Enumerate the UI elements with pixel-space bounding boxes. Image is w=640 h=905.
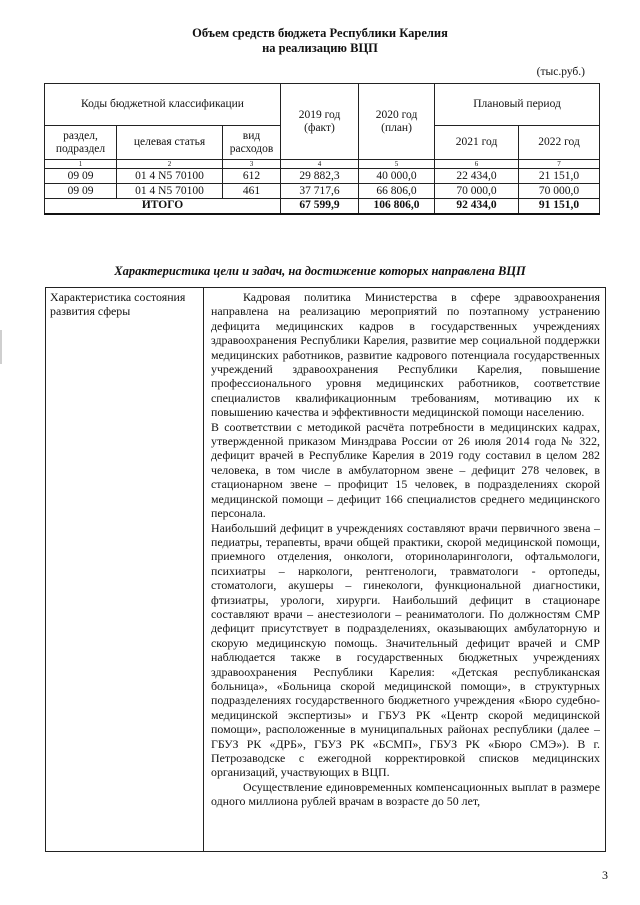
table-cell: 37 717,6 (281, 184, 359, 199)
characteristics-label: Характеристика состояния развития сферы (46, 288, 204, 852)
header-2020: 2020 год (план) (359, 84, 435, 160)
header-2022: 2022 год (519, 126, 600, 160)
header-section: раздел, подраздел (45, 126, 117, 160)
total-2019: 67 599,9 (281, 199, 359, 214)
total-2021: 92 434,0 (435, 199, 519, 214)
table-cell: 09 09 (45, 169, 117, 184)
table-cell: 40 000,0 (359, 169, 435, 184)
column-number: 1 (45, 160, 117, 169)
paragraph: В соответствии с методикой расчёта потребности в медицинских кадрах, утвержденной приказом Минздрава России от 26 июля 2014 года № 322, дефицит врачей в Республике Карелия в 2019 году составил в целом 282 человека, в том числе в амбулаторном звене – дефицит 278 человек, в стационарном звене – профицит 15 человек, в подразделениях скорой медицинской помощи – дефицит 166 специалистов среднего медицинского персонала. (211, 419, 600, 521)
column-number: 7 (519, 160, 600, 169)
table-cell: 66 806,0 (359, 184, 435, 199)
header-2021: 2021 год (435, 126, 519, 160)
table-cell: 09 09 (45, 184, 117, 199)
budget-table (44, 83, 600, 215)
table-cell: 612 (223, 169, 281, 184)
column-number-row (45, 160, 600, 169)
table-row (45, 184, 600, 199)
total-row (45, 199, 600, 214)
table-cell: 22 434,0 (435, 169, 519, 184)
characteristics-text (204, 288, 606, 852)
characteristics-table (45, 287, 606, 852)
table-cell: 461 (223, 184, 281, 199)
table-cell: 29 882,3 (281, 169, 359, 184)
table-cell: 01 4 N5 70100 (117, 184, 223, 199)
table-cell: 01 4 N5 70100 (117, 169, 223, 184)
header-target: целевая статья (117, 126, 223, 160)
paragraph: Наибольший дефицит в учреждениях составляют врачи первичного звена – педиатры, терапевты, врачи общей практики, скорой медицинской помощи, приемного отделения, онкологи, оториноларингологи, офтальмологи, психиатры – наркологи, рентгенологи, травматологи - ортопеды, стоматологи, акушеры – гинекологи, функциональной диагностики, фтизиатры, урологи, хирурги. Наибольший дефицит в стационаре составляют врачи – анестезиологи – реаниматологи. По должностям СМР дефицит присутствует в подразделениях, оказывающих амбулаторную и скорую медицинскую помощь. Значительный дефицит врачей и СМР наблюдается также в государственных бюджетных учреждениях здравоохранения Республики Карелия: «Детская республиканская больница», «Больница скорой медицинской помощи», в структурных подразделениях государственного бюджетного учреждения «Бюро судебно-медицинской экспертизы» и ГБУЗ РК «Центр скорой медицинской помощи», расположенные в муниципальных районах республики (далее – ГБУЗ РК «ДРБ», ГБУЗ РК «БСМП», ГБУЗ РК «Бюро СМЭ»). В г. Петрозаводске с ежегодной корректировкой списков медицинских организаций, участвующих в ВЦП. (211, 520, 600, 780)
header-codes: Коды бюджетной классификации (45, 84, 281, 126)
page-title-line-2: на реализацию ВЦП (262, 41, 378, 55)
page-title-line-1: Объем средств бюджета Республики Карелия (192, 26, 448, 40)
paragraph: Кадровая политика Министерства в сфере здравоохранения направлена на реализацию мероприятий по поэтапному устранению дефицита медицинских кадров в государственных учреждениях здравоохранения Республики Карелия, развитие мер социальной поддержки медицинских работников, развитие кадрового потенциала государственных учреждений здравоохранения Республики Карелия, повышение профессионального уровня медицинских работников, соответствие специалистов квалификационным требованиям, мотивацию их к повышению качества и эффективности медицинской помощи населению. (211, 290, 600, 420)
table-cell: 21 151,0 (519, 169, 600, 184)
table-header-row (45, 84, 600, 126)
header-2019: 2019 год (факт) (281, 84, 359, 160)
characteristics-row (46, 288, 606, 852)
total-label: ИТОГО (45, 199, 281, 214)
page-number: 3 (602, 868, 608, 882)
header-type: вид расходов (223, 126, 281, 160)
paragraph: Осуществление единовременных компенсационных выплат в размере одного миллиона рублей врачам в возрасте до 50 лет, (211, 779, 600, 809)
total-2022: 91 151,0 (519, 199, 600, 214)
table-row (45, 169, 600, 184)
section-title: Характеристика цели и задач, на достижение которых направлена ВЦП (114, 264, 526, 278)
column-number: 2 (117, 160, 223, 169)
table-cell: 70 000,0 (435, 184, 519, 199)
column-number: 5 (359, 160, 435, 169)
column-number: 6 (435, 160, 519, 169)
column-number: 3 (223, 160, 281, 169)
unit-note: (тыс.руб.) (536, 66, 585, 78)
scan-artifact (0, 330, 2, 364)
header-plan-period: Плановый период (435, 84, 600, 126)
table-cell: 70 000,0 (519, 184, 600, 199)
column-number: 4 (281, 160, 359, 169)
total-2020: 106 806,0 (359, 199, 435, 214)
